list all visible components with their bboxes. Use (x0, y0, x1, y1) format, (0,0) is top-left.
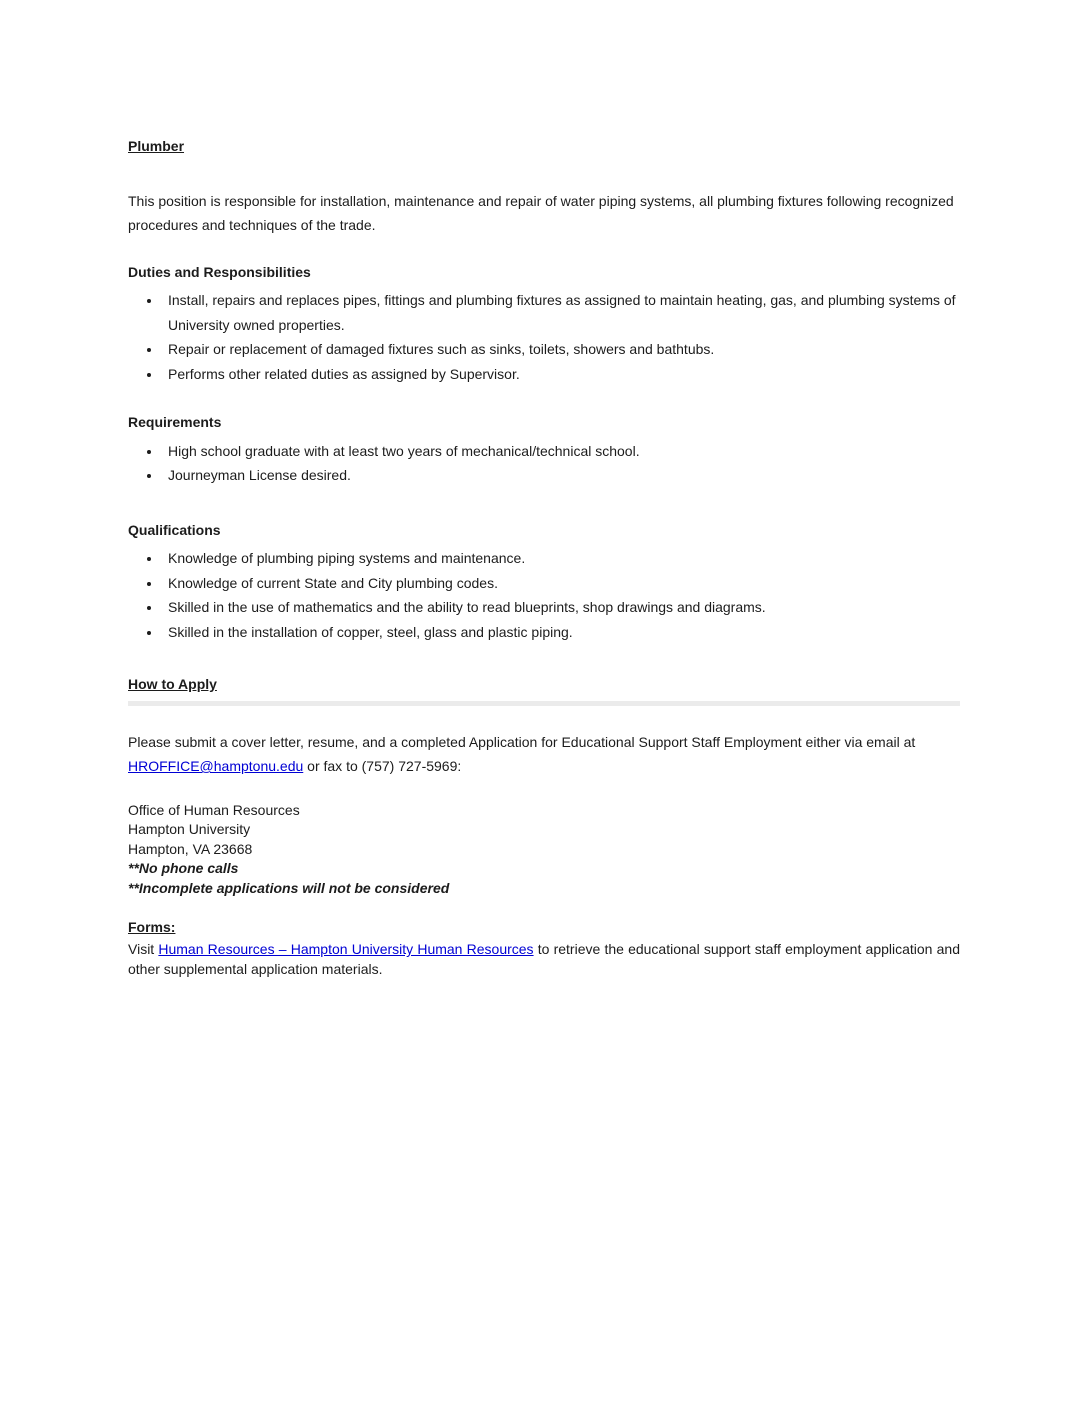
forms-text-after-link: to retrieve the educational support staff employment application and other supplemental application materials. (128, 941, 961, 977)
qualifications-bullet-item: • Skilled in the installation of copper, steel, glass and plastic piping. (162, 620, 960, 645)
email-link[interactable]: HROFFICE@hamptonu.edu (128, 758, 304, 774)
section-heading-requirements: Requirements (128, 414, 222, 430)
job-title: Plumber (128, 138, 185, 154)
duties-bullet-item: • Install, repairs and replaces pipes, fittings and plumbing fixtures as assigned to maintain heating, gas, and plumbing systems of University owned properties. (162, 288, 960, 337)
apply-text-after-link: or fax to (757) 727-5969: (303, 758, 462, 774)
section-requirements (128, 410, 960, 488)
section-forms (128, 918, 960, 979)
note-no-phone-calls: **No phone calls (128, 860, 239, 877)
qualifications-bullet-item: • Skilled in the use of mathematics and the ability to read blueprints, shop drawings and diagrams. (162, 595, 960, 620)
requirements-bullet-list (128, 439, 960, 488)
address-block (128, 801, 960, 899)
section-heading-qualifications: Qualifications (128, 521, 221, 538)
section-heading-how-to-apply: How to Apply (128, 676, 217, 692)
apply-instructions-paragraph (128, 730, 960, 779)
intro-paragraph: This position is responsible for installation, maintenance and repair of water piping systems, all plumbing fixtures following recognized procedures and techniques of the trade. (128, 192, 954, 233)
qualifications-bullet-list (128, 546, 960, 644)
duties-bullet-item: • Repair or replacement of damaged fixtures such as sinks, toilets, showers and bathtubs. (162, 337, 960, 362)
forms-paragraph (128, 940, 960, 979)
section-divider (128, 701, 960, 706)
requirements-bullet-item: • Journeyman License desired. (162, 463, 960, 488)
section-heading-duties: Duties and Responsibilities (128, 263, 311, 280)
requirements-bullet-item: • High school graduate with at least two years of mechanical/technical school. (162, 439, 960, 464)
note-incomplete-applications: **Incomplete applications will not be considered (128, 879, 450, 896)
address-line-office: Office of Human Resources (128, 801, 300, 818)
address-line-university: Hampton University (128, 821, 251, 838)
apply-text-before-link: Please submit a cover letter, resume, and a completed Application for Educational Support Staff Employment either via email at (128, 733, 916, 750)
human-resources-link[interactable]: Human Resources – Hampton University Human Resources (158, 941, 534, 958)
forms-heading: Forms: (128, 919, 176, 936)
qualifications-bullet-item: • Knowledge of current State and City plumbing codes. (162, 571, 960, 596)
forms-text-before-link: Visit (128, 941, 159, 958)
duties-bullet-item: • Performs other related duties as assigned by Supervisor. (162, 362, 960, 387)
section-qualifications (128, 518, 960, 645)
address-line-city: Hampton, VA 23668 (128, 840, 253, 857)
duties-bullet-list (128, 288, 960, 386)
section-how-to-apply (128, 672, 960, 898)
qualifications-bullet-item: • Knowledge of plumbing piping systems and maintenance. (162, 546, 960, 571)
section-duties (128, 260, 960, 387)
